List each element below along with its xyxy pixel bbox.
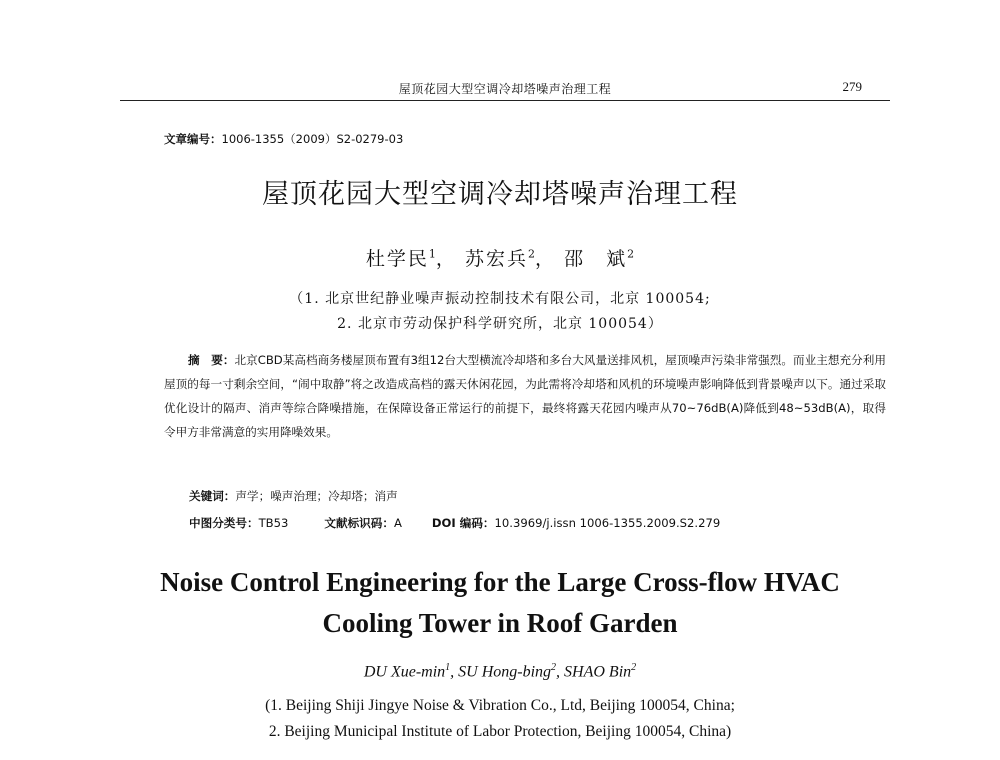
author-cn-name: 杜学民 bbox=[365, 248, 429, 270]
classification-line bbox=[189, 515, 720, 531]
author-cn-affil-mark: 1 bbox=[428, 247, 436, 261]
author-en-sep: , bbox=[450, 663, 459, 681]
page-number: 279 bbox=[842, 79, 862, 94]
title-en-line-2: Cooling Tower in Roof Garden bbox=[322, 608, 678, 638]
doc-code-value: A bbox=[393, 516, 402, 530]
keywords-text: 声学；噪声治理；冷却塔；消声 bbox=[235, 489, 398, 503]
affiliation-cn-1: （1. 北京世纪静业噪声振动控制技术有限公司，北京 100054; bbox=[289, 291, 711, 307]
author-en-name: DU Xue-min bbox=[363, 663, 446, 681]
authors-cn bbox=[0, 244, 1000, 271]
affiliation-en-2: 2. Beijing Municipal Institute of Labor Protection, Beijing 100054, China) bbox=[268, 723, 732, 740]
running-header bbox=[120, 80, 890, 101]
affiliation-cn-2: 2. 北京市劳动保护科学研究所，北京 100054） bbox=[337, 316, 663, 332]
author-cn-affil-mark: 2 bbox=[528, 247, 535, 261]
author-en-affil-mark: 1 bbox=[445, 662, 451, 673]
keywords-cn bbox=[189, 488, 398, 504]
author-en-sep: , bbox=[556, 663, 565, 681]
keywords-label: 关键词： bbox=[189, 489, 236, 503]
affiliation-en-1: (1. Beijing Shiji Jingye Noise & Vibration Co., Ltd, Beijing 100054, China; bbox=[265, 697, 735, 714]
article-id bbox=[164, 131, 403, 147]
author-en-name: SHAO Bin bbox=[564, 663, 632, 681]
clc-label: 中图分类号： bbox=[189, 516, 259, 530]
author-cn-affil-mark: 2 bbox=[627, 247, 635, 261]
author-cn-name: 苏宏兵 bbox=[464, 248, 528, 270]
title-en-line-1: Noise Control Engineering for the Large Cross-flow HVAC bbox=[160, 567, 840, 597]
author-cn-sep: ， bbox=[435, 248, 457, 270]
author-cn-name: 邵 斌 bbox=[564, 248, 628, 270]
running-title: 屋顶花园大型空调冷却塔噪声治理工程 bbox=[398, 82, 612, 96]
article-id-value: 1006-1355（2009）S2-0279-03 bbox=[221, 132, 404, 146]
author-cn-sep: ， bbox=[535, 248, 557, 270]
clc-value: TB53 bbox=[258, 516, 289, 530]
article-id-label: 文章编号： bbox=[164, 132, 222, 146]
authors-en bbox=[0, 662, 1000, 681]
doc-code-label: 文献标识码： bbox=[324, 516, 394, 530]
doi-value: 10.3969/j.issn 1006-1355.2009.S2.279 bbox=[494, 516, 721, 530]
author-en-affil-mark: 2 bbox=[551, 662, 557, 673]
abstract-label: 摘 要： bbox=[188, 353, 235, 367]
abstract-cn bbox=[164, 348, 886, 444]
abstract-text: 北京CBD某高档商务楼屋顶布置有3组12台大型横流冷却塔和多台大风量送排风机，屋顶噪声污染非常强烈。而业主想充分利用屋顶的每一寸剩余空间，“闹中取静”将之改造成高档的露天休闲花园，为此需将冷却塔和风机的环境噪声影响降低到背景噪声以下。通过采取优化设计的隔声、消声等综合降噪措施，在保障设备正常运行的前提下，最终将露天花园内噪声从70~76dB(A)降低到48~53dB(A)，取得令甲方非常满意的实用降噪效果。 bbox=[164, 353, 886, 439]
author-en-affil-mark: 2 bbox=[631, 662, 637, 673]
title-cn: 屋顶花园大型空调冷却塔噪声治理工程 bbox=[262, 179, 738, 210]
doi-label: DOI 编码： bbox=[431, 516, 495, 530]
author-en-name: SU Hong-bing bbox=[458, 663, 552, 681]
